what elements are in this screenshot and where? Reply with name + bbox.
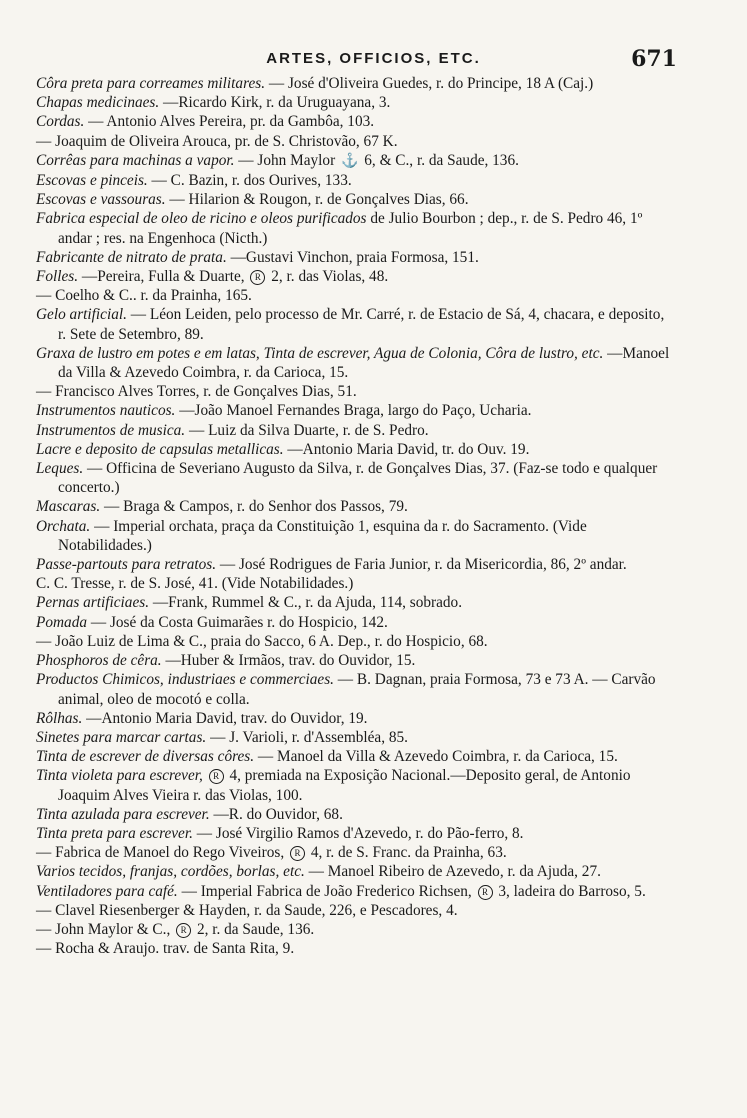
entry-details: — Manoel da Villa & Azevedo Coimbra, r. da Carioca, 15. (257, 748, 618, 766)
entry-details: —Frank, Rummel & C., r. da Ajuda, 114, sobrado. (152, 594, 463, 612)
entry-details: —Antonio Maria David, tr. do Ouv. 19. (287, 440, 530, 458)
directory-entry (36, 555, 676, 574)
registered-mark-icon: R (209, 769, 224, 784)
entry-details: — José d'Oliveira Guedes, r. do Principe, 18 A (Caj.) (268, 75, 594, 92)
entry-category: Ventiladores para café. (36, 882, 178, 900)
entry-category: Graxa de lustro em potes e em latas, Tinta de escrever, Agua de Colonia, Côra de lustro, etc. (36, 344, 604, 362)
entry-category: Instrumentos nauticos. (36, 402, 176, 420)
entry-details: C. C. Tresse, r. de S. José, 41. (Vide Notabilidades.) (36, 575, 354, 593)
directory-entry (36, 766, 676, 804)
registered-mark-icon: R (250, 270, 265, 285)
directory-entry (36, 421, 676, 440)
directory-entry (36, 171, 676, 190)
entry-details: — José da Costa Guimarães r. do Hospicio, 142. (90, 613, 388, 631)
entry-category: Lacre e deposito de capsulas metallicas. (36, 440, 284, 458)
directory-entry (36, 401, 676, 420)
directory-entry (36, 267, 676, 286)
anchor-icon: ⚓ (341, 153, 359, 169)
directory-entry (36, 805, 676, 824)
directory-entry (36, 248, 676, 267)
directory-entry (36, 728, 676, 747)
directory-entry (36, 632, 676, 651)
entry-category: Orchata. (36, 517, 91, 535)
entry-details: — Manoel Ribeiro de Azevedo, r. da Ajuda, 27. (308, 863, 601, 881)
entry-details: — José Rodrigues de Faria Junior, r. da Misericordia, 86, 2º andar. (219, 556, 627, 574)
directory-entry (36, 651, 676, 670)
entry-category: Tinta de escrever de diversas côres. (36, 748, 255, 766)
entry-details: — José Virgilio Ramos d'Azevedo, r. do Pão-ferro, 8. (196, 824, 524, 842)
entry-details: —Antonio Maria David, trav. do Ouvidor, 19. (86, 709, 368, 727)
page-title: ARTES, OFFICIOS, ETC. (266, 50, 481, 67)
directory-list (36, 74, 676, 958)
entry-details: — Officina de Severiano Augusto da Silva, r. de Gonçalves Dias, 37. (Faz-se todo e qualquer concerto.) (58, 460, 658, 497)
registered-mark-icon: R (176, 923, 191, 938)
directory-entry (36, 882, 676, 901)
entry-category: Folles. (36, 268, 79, 286)
directory-entry (36, 613, 676, 632)
directory-entry (36, 593, 676, 612)
directory-entry (36, 747, 676, 766)
entry-category: Leques. (36, 460, 84, 478)
entry-details: — Antonio Alves Pereira, pr. da Gambôa, 103. (88, 113, 375, 131)
entry-details: — J. Varioli, r. d'Assembléa, 85. (210, 728, 408, 746)
entry-category: Fabrica especial de oleo de ricino e oleos purificados (36, 210, 367, 228)
page-header (0, 46, 747, 74)
entry-details: —João Manoel Fernandes Braga, largo do Paço, Ucharia. (179, 402, 532, 420)
directory-entry (36, 497, 676, 516)
entry-details: — Rocha & Araujo. trav. de Santa Rita, 9. (36, 940, 295, 958)
directory-entry (36, 132, 676, 151)
registered-mark-icon: R (290, 846, 305, 861)
directory-entry (36, 920, 676, 939)
entry-name: — John Maylor (238, 151, 336, 169)
entry-details: 2, r. da Saude, 136. (196, 920, 315, 938)
entry-category: Passe-partouts para retratos. (36, 556, 217, 574)
entry-details: 4, r. de S. Franc. da Prainha, 63. (310, 844, 507, 862)
entry-details: 3, ladeira do Barroso, 5. (498, 882, 646, 900)
entry-details: — João Luiz de Lima & C., praia do Sacco, 6 A. Dep., r. do Hospicio, 68. (36, 632, 488, 650)
entry-details: — Braga & Campos, r. do Senhor dos Passos, 79. (104, 498, 408, 516)
entry-category: Côra preta para correames militares. (36, 75, 266, 92)
entry-category: Fabricante de nitrato de prata. (36, 248, 227, 266)
entry-category: Corrêas para machinas a vapor. (36, 151, 235, 169)
directory-entry (36, 286, 676, 305)
entry-name: — Fabrica de Manoel do Rego Viveiros, (36, 844, 285, 862)
entry-details: — Luiz da Silva Duarte, r. de S. Pedro. (188, 421, 429, 439)
entry-details: — Imperial orchata, praça da Constituição 1, esquina da r. do Sacramento. (Vide Notabilidades.) (58, 517, 587, 554)
directory-entry (36, 190, 676, 209)
entry-details: 2, r. das Violas, 48. (271, 268, 389, 286)
directory-entry (36, 862, 676, 881)
directory-entry (36, 517, 676, 555)
directory-entry (36, 824, 676, 843)
entry-details: — B. Dagnan, praia Formosa, 73 e 73 A. — Carvão animal, oleo de mocotó e colla. (58, 671, 656, 708)
entry-details: de Julio Bourbon ; dep., r. de S. Pedro 46, 1º andar ; res. na Engenhoca (Nicth.) (58, 210, 643, 247)
entry-category: Chapas medicinaes. (36, 94, 160, 112)
entry-details: — Francisco Alves Torres, r. de Gonçalves Dias, 51. (36, 383, 357, 401)
directory-entry (36, 440, 676, 459)
directory-entry (36, 344, 676, 382)
directory-entry (36, 74, 676, 93)
entry-details: —Ricardo Kirk, r. da Uruguayana, 3. (163, 94, 391, 112)
directory-entry (36, 459, 676, 497)
registered-mark-icon: R (478, 885, 493, 900)
entry-category: Escovas e pinceis. (36, 172, 148, 190)
entry-name: — John Maylor & C., (36, 920, 171, 938)
entry-category: Tinta azulada para escrever. (36, 805, 210, 823)
directory-entry (36, 112, 676, 131)
entry-details: —Gustavi Vinchon, praia Formosa, 151. (230, 248, 479, 266)
entry-details: — Joaquim de Oliveira Arouca, pr. de S. Christovão, 67 K. (36, 132, 398, 150)
entry-name: — Imperial Fabrica de João Frederico Richsen, (181, 882, 472, 900)
entry-category: Sinetes para marcar cartas. (36, 728, 207, 746)
entry-details: —Huber & Irmãos, trav. do Ouvidor, 15. (165, 652, 416, 670)
entry-name: —Pereira, Fulla & Duarte, (81, 268, 245, 286)
entry-details: —Manoel da Villa & Azevedo Coimbra, r. da Carioca, 15. (58, 344, 670, 382)
entry-details: — Hilarion & Rougon, r. de Gonçalves Dias, 66. (169, 191, 469, 209)
directory-entry (36, 151, 676, 171)
directory-entry (36, 709, 676, 728)
directory-entry (36, 305, 676, 343)
directory-entry (36, 209, 676, 247)
entry-details: — C. Bazin, r. dos Ourives, 133. (151, 172, 352, 190)
page-number: 671 (631, 46, 677, 72)
entry-category: Instrumentos de musica. (36, 421, 186, 439)
entry-category: Rôlhas. (36, 709, 83, 727)
entry-category: Pernas artificiaes. (36, 594, 150, 612)
directory-entry (36, 901, 676, 920)
directory-entry (36, 670, 676, 708)
directory-entry (36, 843, 676, 862)
entry-details: 6, & C., r. da Saude, 136. (364, 151, 519, 169)
entry-details: 4, premiada na Exposição Nacional.—Deposito geral, de Antonio Joaquim Alves Vieira r. das Violas, 100. (58, 767, 631, 804)
entry-category: Mascaras. (36, 498, 101, 516)
entry-category: Cordas. (36, 113, 85, 131)
entry-category: Tinta preta para escrever. (36, 824, 193, 842)
entry-category: Phosphoros de cêra. (36, 652, 162, 670)
directory-entry (36, 939, 676, 958)
entry-category: Escovas e vassouras. (36, 191, 166, 209)
entry-details: —R. do Ouvidor, 68. (213, 805, 343, 823)
entry-details: — Léon Leiden, pelo processo de Mr. Carré, r. de Estacio de Sá, 4, chacara, e deposito, r. Sete de Setembro, 89. (58, 306, 665, 343)
directory-entry (36, 574, 676, 593)
directory-entry (36, 93, 676, 112)
entry-category: Tinta violeta para escrever, (36, 767, 203, 785)
entry-category: Varios tecidos, franjas, cordões, borlas, etc. (36, 863, 305, 881)
entry-details: — Coelho & C.. r. da Prainha, 165. (36, 287, 252, 305)
entry-category: Productos Chimicos, industriaes e commerciaes. (36, 671, 334, 689)
directory-entry (36, 382, 676, 401)
entry-category: Gelo artificial. (36, 306, 127, 324)
entry-category: Pomada (36, 613, 87, 631)
entry-details: — Clavel Riesenberger & Hayden, r. da Saude, 226, e Pescadores, 4. (36, 901, 458, 919)
